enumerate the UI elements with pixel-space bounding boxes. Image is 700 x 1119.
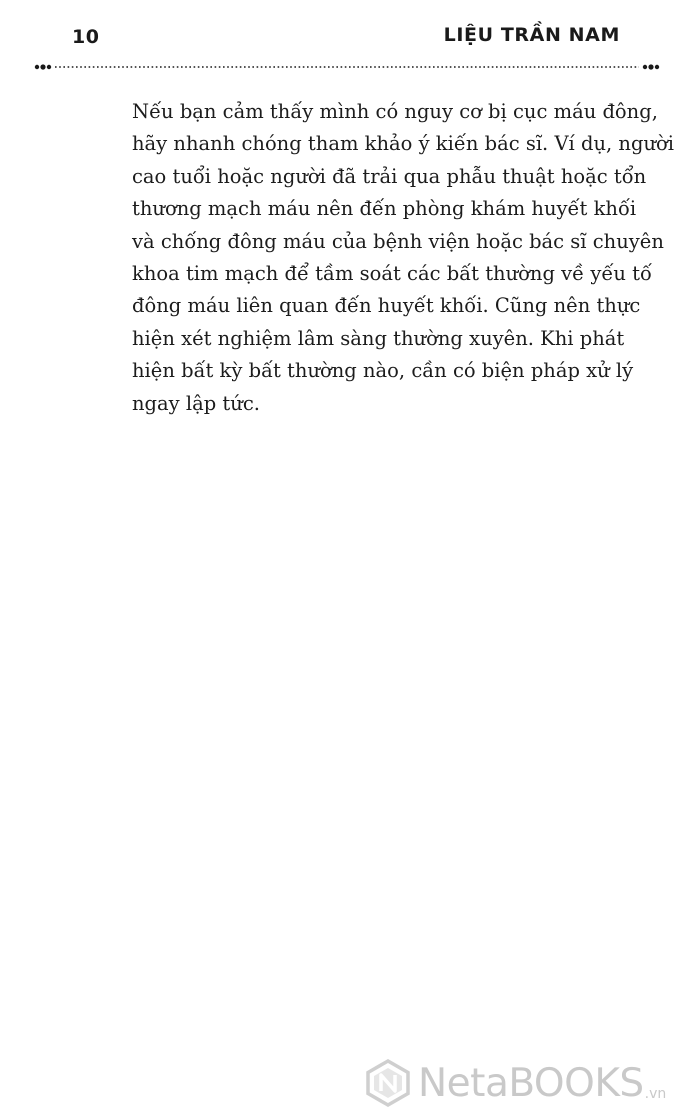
paragraph-line: khoa tim mạch để tầm soát các bất thường về yếu tố (132, 262, 652, 286)
paragraph-line: và chống đông máu của bệnh viện hoặc bác sĩ chuyên (132, 229, 664, 253)
body-paragraph (132, 96, 674, 420)
watermark (364, 1058, 666, 1108)
paragraph-line: Nếu bạn cảm thấy mình có nguy cơ bị cục máu đông, (132, 100, 658, 123)
header-rule (34, 62, 660, 72)
running-head: LIỆU TRẦN NAM (443, 24, 620, 46)
paragraph-line: thương mạch máu nên đến phòng khám huyết khối (132, 197, 637, 221)
paragraph-line: ngay lập tức. (132, 391, 260, 415)
paragraph-line: hiện xét nghiệm lâm sàng thường xuyên. Khi phát (132, 326, 625, 350)
paragraph-line: hiện bất kỳ bất thường nào, cần có biện pháp xử lý (132, 359, 634, 383)
watermark-text: NetaBOOKS (418, 1060, 644, 1106)
netabooks-logo-icon (364, 1058, 412, 1108)
page-number: 10 (72, 26, 100, 48)
paragraph-line: đông máu liên quan đến huyết khối. Cũng nên thực (132, 294, 641, 318)
watermark-suffix: .vn (644, 1086, 667, 1102)
paragraph-line: hãy nhanh chóng tham khảo ý kiến bác sĩ. Ví dụ, người (132, 132, 674, 156)
paragraph-line: cao tuổi hoặc người đã trải qua phẫu thuật hoặc tổn (132, 164, 647, 188)
